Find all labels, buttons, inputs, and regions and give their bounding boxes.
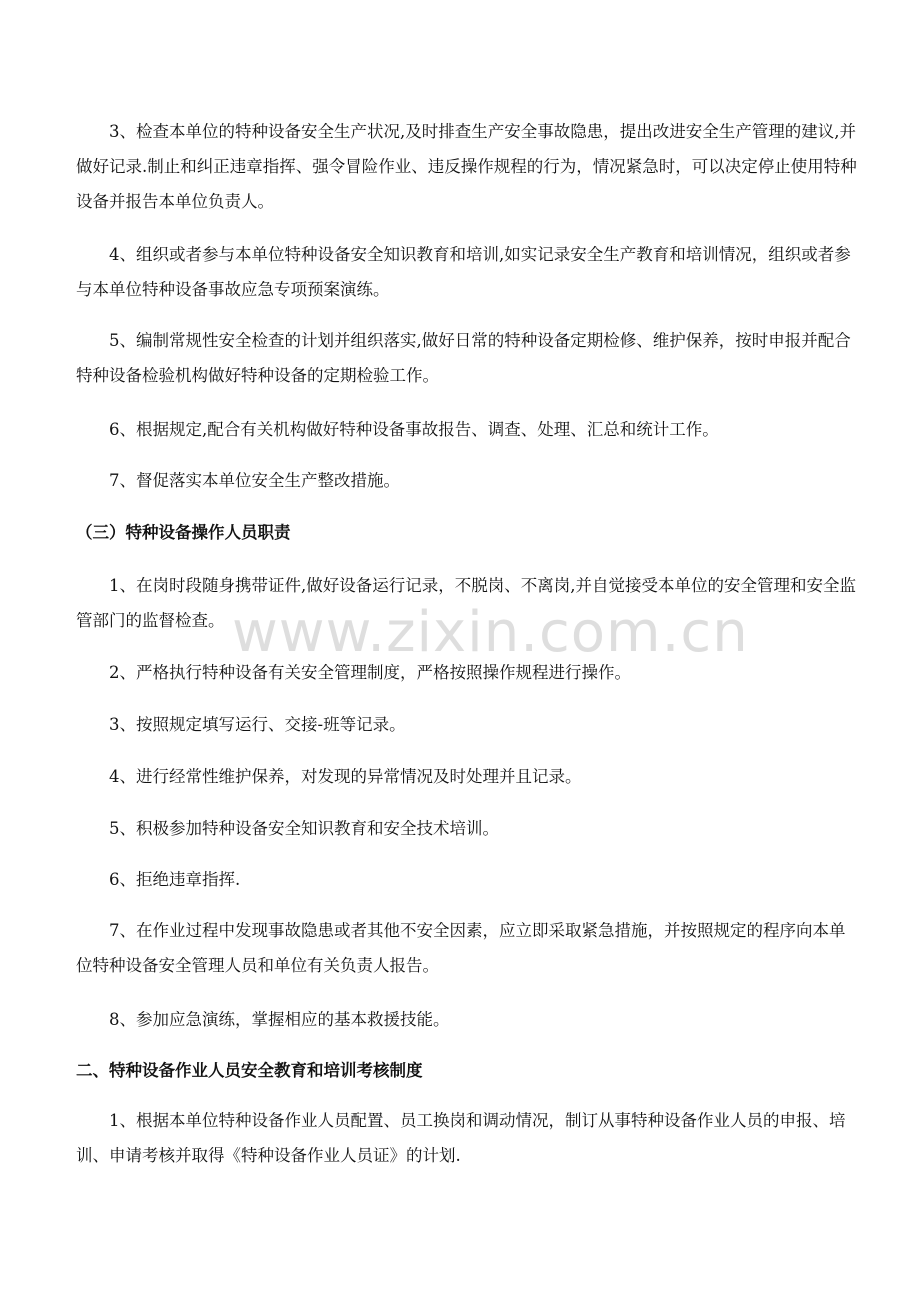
list-item-operator-2: 2、严格执行特种设备有关安全管理制度，严格按照操作规程进行操作。 <box>109 663 631 682</box>
list-item-operator-8: 8、参加应急演练，掌握相应的基本救援技能。 <box>109 1010 450 1029</box>
section-heading-training-system: 二、特种设备作业人员安全教育和培训考核制度 <box>76 1061 423 1080</box>
list-item-training-1: 1、根据本单位特种设备作业人员配置、员工换岗和调动情况，制订从事特种设备作业人员的申报、培训、申请考核并取得《特种设备作业人员证》的计划. <box>76 1111 846 1165</box>
list-item-operator-3: 3、按照规定填写运行、交接-班等记录。 <box>109 715 406 734</box>
paragraph-duty-7: 7、督促落实本单位安全生产整改措施。 <box>109 471 400 490</box>
list-item-operator-4: 4、进行经常性维护保养，对发现的异常情况及时处理并且记录。 <box>109 767 582 786</box>
paragraph-duty-6: 6、根据规定,配合有关机构做好特种设备事故报告、调查、处理、汇总和统计工作。 <box>109 420 719 439</box>
watermark: www.zixin.com.cn <box>232 600 749 665</box>
section-heading-operator-duties: （三）特种设备操作人员职责 <box>76 523 291 542</box>
paragraph-duty-4: 4、组织或者参与本单位特种设备安全知识教育和培训,如实记录安全生产教育和培训情况，组织或者参与本单位特种设备事故应急专项预案演练。 <box>76 245 851 299</box>
paragraph-duty-5: 5、编制常规性安全检查的计划并组织落实,做好日常的特种设备定期检修、维护保养，按时申报并配合特种设备检验机构做好特种设备的定期检验工作。 <box>76 331 851 385</box>
list-item-operator-5: 5、积极参加特种设备安全知识教育和安全技术培训。 <box>109 819 499 838</box>
paragraph-duty-3: 3、检查本单位的特种设备安全生产状况,及时排查生产安全事故隐患，提出改进安全生产管理的建议,并做好记录.制止和纠正违章指挥、强令冒险作业、违反操作规程的行为，情况紧急时，可以决定停止使用特种设备并报告本单位负责人。 <box>76 122 857 211</box>
list-item-operator-1: 1、在岗时段随身携带证件,做好设备运行记录，不脱岗、不离岗,并自觉接受本单位的安全管理和安全监管部门的监督检查。 <box>76 576 856 630</box>
list-item-operator-7: 7、在作业过程中发现事故隐患或者其他不安全因素，应立即采取紧急措施，并按照规定的程序向本单位特种设备安全管理人员和单位有关负责人报告。 <box>76 921 846 975</box>
list-item-operator-6: 6、拒绝违章指挥. <box>109 870 241 889</box>
